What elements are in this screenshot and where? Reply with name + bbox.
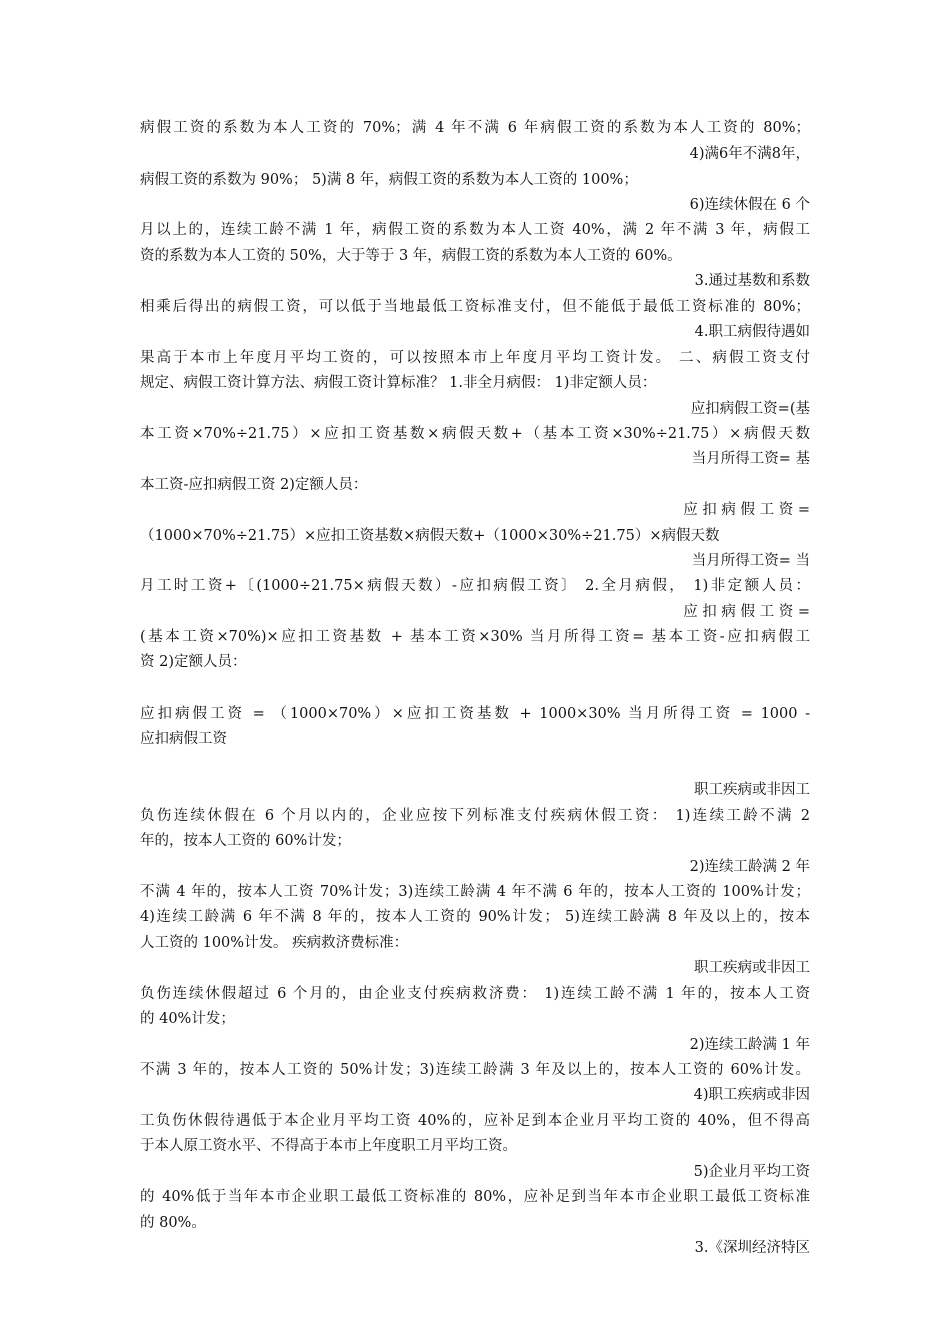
text-line: 本工资×70%÷21.75）×应扣工资基数×病假天数+（基本工资×30%÷21.75）×病假天数 [140, 426, 810, 442]
text-line: 病假工资的系数为本人工资的 70%；满 4 年不满 6 年病假工资的系数为本人工资的 80%； [140, 120, 810, 136]
text-line: 6)连续休假在 6 个 [689, 197, 810, 213]
text-line: (基本工资×70%)×应扣工资基数 + 基本工资×30% 当月所得工资= 基本工资-应扣病假工 [140, 629, 810, 645]
text-line: 病假工资的系数为 90%； 5)满 8 年，病假工资的系数为本人工资的 100%； [140, 172, 638, 188]
text-line: 4)满6年不满8年， [689, 146, 810, 162]
text-line: 职工疾病或非因工 [694, 782, 810, 798]
text-line: 月以上的，连续工龄不满 1 年，病假工资的系数为本人工资 40%，满 2 年不满 3 年，病假工 [140, 222, 810, 238]
text-line: 职工疾病或非因工 [694, 960, 810, 976]
text-line: 于本人原工资水平、不得高于本市上年度职工月平均工资。 [140, 1138, 517, 1154]
text-line: 果高于本市上年度月平均工资的，可以按照本市上年度月平均工资计发。 二、病假工资支付 [140, 350, 810, 366]
text-line: 4)连续工龄满 6 年不满 8 年的，按本人工资的 90%计发； 5)连续工龄满 8 年及以上的，按本 [140, 909, 810, 925]
text-line: 月工时工资+〔(1000÷21.75×病假天数）-应扣病假工资〕 2.全月病假， 1)非定额人员： [140, 578, 810, 594]
text-line: （1000×70%÷21.75）×应扣工资基数×病假天数+（1000×30%÷21.75）×病假天数 [140, 528, 720, 544]
text-line: 5)企业月平均工资 [693, 1164, 810, 1180]
text-line: 不满 3 年的，按本人工资的 50%计发；3)连续工龄满 3 年及以上的，按本人工资的 60%计发。 [140, 1062, 810, 1078]
text-line: 应扣病假工资=(基 [690, 401, 810, 417]
text-line: 当月所得工资= 当 [691, 553, 810, 569]
text-line: 应 扣 病 假 工 资 = [683, 502, 810, 518]
text-line: 应扣病假工资 = （1000×70%）×应扣工资基数 + 1000×30% 当月所得工资 = 1000 - [140, 706, 810, 722]
text-line: 规定、病假工资计算方法、病假工资计算标准？ 1.非全月病假： 1)非定额人员： [140, 375, 657, 391]
text-line: 工负伤休假待遇低于本企业月平均工资 40%的，应补足到本企业月平均工资的 40%，但不得高 [140, 1113, 810, 1129]
text-line: 人工资的 100%计发。 疾病救济费标准： [140, 935, 409, 951]
text-line: 2)连续工龄满 1 年 [689, 1037, 810, 1053]
text-line: 的 40%计发； [140, 1011, 235, 1027]
text-line: 当月所得工资= 基 [691, 451, 810, 467]
text-line: 相乘后得出的病假工资，可以低于当地最低工资标准支付，但不能低于最低工资标准的 80%； [140, 299, 810, 315]
text-line: 年的，按本人工资的 60%计发； [140, 833, 351, 849]
text-line: 负伤连续休假超过 6 个月的，由企业支付疾病救济费： 1)连续工龄不满 1 年的，按本人工资 [140, 986, 810, 1002]
text-line: 资 2)定额人员： [140, 654, 247, 670]
text-line: 应扣病假工资 [140, 731, 227, 747]
text-line: 本工资-应扣病假工资 2)定额人员： [140, 477, 368, 493]
text-line: 4)职工疾病或非因 [693, 1087, 810, 1103]
text-line: 的 80%。 [140, 1215, 206, 1231]
text-line: 3.《深圳经济特区 [694, 1240, 810, 1256]
text-line: 4.职工病假待遇如 [694, 324, 810, 340]
text-line: 资的系数为本人工资的 50%，大于等于 3 年，病假工资的系数为本人工资的 60%。 [140, 248, 682, 264]
text-line: 的 40%低于当年本市企业职工最低工资标准的 80%，应补足到当年本市企业职工最低工资标准 [140, 1189, 810, 1205]
text-line: 2)连续工龄满 2 年 [689, 859, 810, 875]
text-line: 负伤连续休假在 6 个月以内的，企业应按下列标准支付疾病休假工资： 1)连续工龄不满 2 [140, 808, 810, 824]
text-line: 不满 4 年的，按本人工资 70%计发；3)连续工龄满 4 年不满 6 年的，按本人工资的 100%计发； [140, 884, 810, 900]
text-line: 应 扣 病 假 工 资 = [683, 604, 810, 620]
text-line: 3.通过基数和系数 [694, 273, 810, 289]
